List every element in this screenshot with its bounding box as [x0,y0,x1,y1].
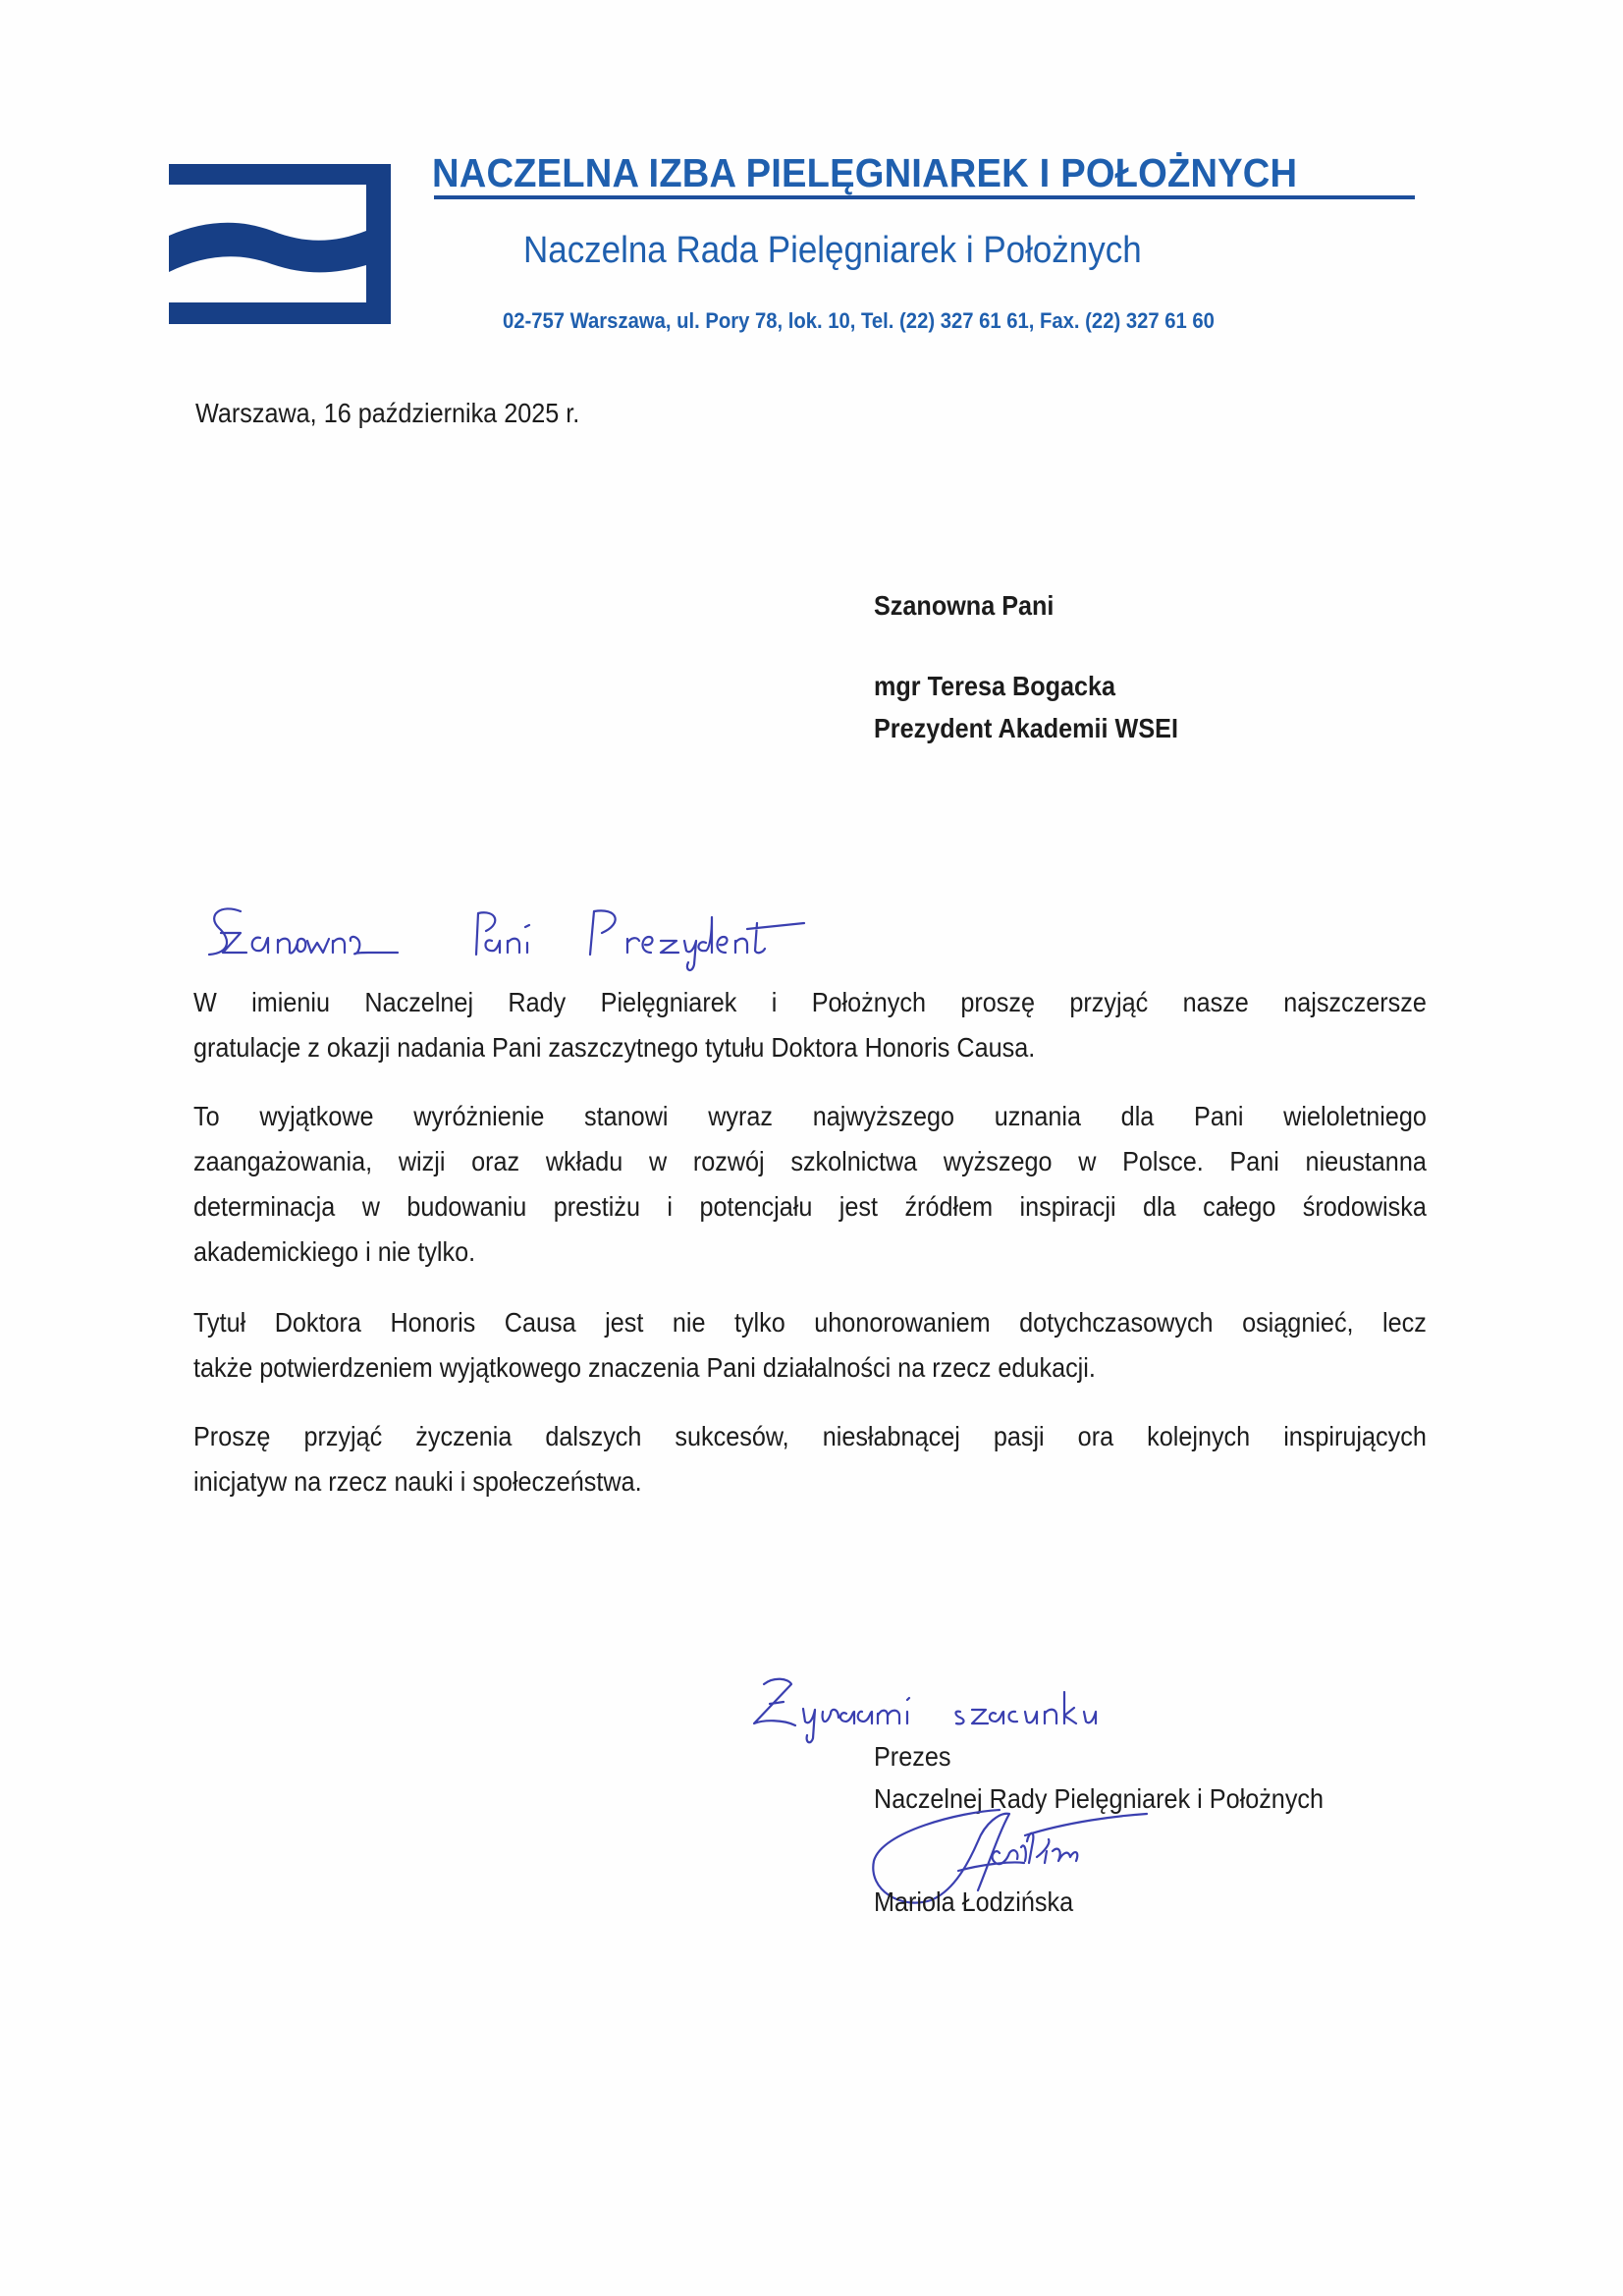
paragraph-line: determinacja w budowaniu prestiżu i potencjału jest źródłem inspiracji dla całego środowiska [193,1191,1427,1222]
body-paragraph-3 [193,1300,1427,1391]
paragraph-line: W imieniu Naczelnej Rady Pielęgniarek i Położnych proszę przyjąć nasze najszczersze [193,987,1427,1017]
body-paragraph-4 [193,1414,1427,1504]
body-paragraph-2 [193,1094,1427,1275]
organization-address: 02-757 Warszawa, ul. Pory 78, lok. 10, Tel. (22) 327 61 61, Fax. (22) 327 61 60 [503,308,1215,333]
recipient-position: Prezydent Akademii WSEI [874,713,1178,743]
paragraph-line: Proszę przyjąć życzenia dalszych sukcesów, niesłabnącej pasji ora kolejnych inspirujących [193,1421,1427,1451]
handwritten-greeting-icon [201,894,928,977]
paragraph-line: inicjatyw na rzecz nauki i społeczeństwa. [193,1466,642,1497]
organization-subtitle: Naczelna Rada Pielęgniarek i Położnych [523,230,1142,271]
signatory-organization: Naczelnej Rady Pielęgniarek i Położnych [874,1783,1325,1814]
signatory-name: Mariola Łodzińska [874,1886,1074,1917]
organization-title: NACZELNA IZBA PIELĘGNIAREK I POŁOŻNYCH [432,150,1298,195]
paragraph-line: akademickiego i nie tylko. [193,1236,476,1267]
signatory-title: Prezes [874,1741,951,1772]
title-underline [434,195,1415,199]
date-line: Warszawa, 16 października 2025 r. [195,398,580,428]
handwritten-closing-icon [744,1665,1294,1748]
recipient-name: mgr Teresa Bogacka [874,671,1116,701]
body-paragraph-1 [193,980,1427,1070]
paragraph-line: gratulacje z okazji nadania Pani zaszczytnego tytułu Doktora Honoris Causa. [193,1032,1036,1063]
wave-in-bracket-logo-icon [169,164,391,324]
paragraph-line: także potwierdzeniem wyjątkowego znaczenia Pani działalności na rzecz edukacji. [193,1352,1096,1383]
paragraph-line: zaangażowania, wizji oraz wkładu w rozwój szkolnictwa wyższego w Polsce. Pani nieustanna [193,1146,1427,1176]
paragraph-line: Tytuł Doktora Honoris Causa jest nie tylko uhonorowaniem dotychczasowych osiągnieć, lecz [193,1307,1427,1338]
paragraph-line: To wyjątkowe wyróżnienie stanowi wyraz najwyższego uznania dla Pani wieloletniego [193,1101,1427,1131]
recipient-salutation: Szanowna Pani [874,590,1055,621]
